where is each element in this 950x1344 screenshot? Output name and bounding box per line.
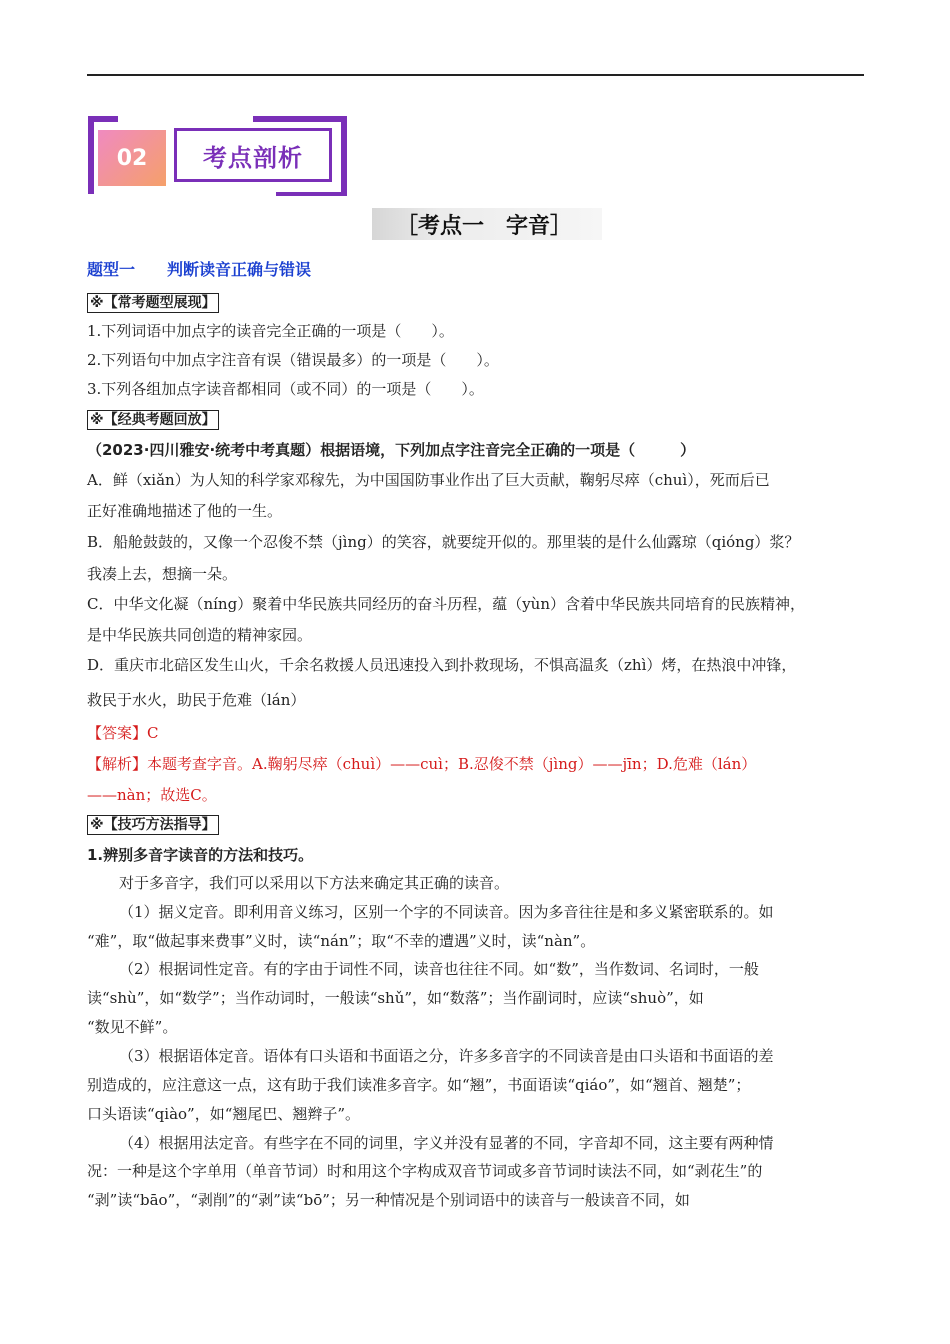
option-line: A．鲜（xiǎn）为人知的科学家邓稼先，为中国国防事业作出了巨大贡献，鞠躬尽瘁（chuì），死而后已 bbox=[87, 471, 770, 489]
option-line: 救民于水火，助民于危难（lán） bbox=[87, 691, 306, 709]
section-title: ［考点一 字音］ bbox=[372, 208, 602, 240]
skills-paragraph: 别造成的，应注意这一点，这有助于我们读准多音字。如“翘”，书面语读“qiáo”，如“翘首、翘楚”； bbox=[87, 1076, 751, 1094]
common-header: ※【常考题型展现】 bbox=[87, 293, 219, 313]
skills-header-row bbox=[87, 814, 219, 835]
banner-frame bbox=[341, 116, 347, 196]
skills-subtitle: 1.辨别多音字读音的方法和技巧。 bbox=[87, 846, 314, 864]
answer: 【答案】C bbox=[87, 724, 159, 742]
banner-frame bbox=[253, 116, 347, 122]
banner-frame bbox=[88, 116, 94, 194]
skills-paragraph: （1）据义定音。即利用音义练习，区别一个字的不同读音。因为多音往往是和多义紧密联系的。如 bbox=[119, 903, 774, 921]
skills-paragraph: （2）根据词性定音。有的字由于词性不同，读音也往往不同。如“数”，当作数词、名词时，一般 bbox=[119, 960, 759, 978]
skills-paragraph: 况：一种是这个字单用（单音节词）时和用这个字构成双音节词或多音节词时读法不同，如“剥花生”的 bbox=[87, 1162, 763, 1180]
option-line: C．中华文化凝（níng）聚着中华民族共同经历的奋斗历程，蕴（yùn）含着中华民族共同培育的民族精神， bbox=[87, 595, 805, 613]
option-line: 我凑上去，想摘一朵。 bbox=[87, 565, 238, 583]
option-line: B．船舱鼓鼓的，又像一个忍俊不禁（jìng）的笑容，就要绽开似的。那里装的是什么仙露琼（qióng）浆？ bbox=[87, 533, 800, 551]
classic-header-row bbox=[87, 409, 219, 430]
analysis-line: ——nàn；故选C。 bbox=[87, 786, 217, 804]
header-rule bbox=[87, 74, 864, 76]
analysis-line: 【解析】本题考查字音。A.鞠躬尽瘁（chuì）——cuì；B.忍俊不禁（jìng）——jīn；D.危难（lán） bbox=[87, 755, 757, 773]
option-line: D．重庆市北碚区发生山火，千余名救援人员迅速投入到扑救现场，不惧高温炙（zhì）烤，在热浪中冲锋， bbox=[87, 656, 797, 674]
common-item: 3.下列各组加点字读音都相同（或不同）的一项是（ ）。 bbox=[87, 380, 484, 398]
banner-frame bbox=[276, 192, 347, 196]
option-line: 正好准确地描述了他的一生。 bbox=[87, 502, 283, 520]
skills-paragraph: （4）根据用法定音。有些字在不同的词里，字义并没有显著的不同，字音却不同，这主要有两种情 bbox=[119, 1134, 774, 1152]
skills-paragraph: “剥”读“bāo”，“剥削”的“剥”读“bō”；另一种情况是个别词语中的读音与一般读音不同，如 bbox=[87, 1191, 690, 1209]
skills-paragraph: “难”，取“做起事来费事”义时，读“nán”；取“不幸的遭遇”义时，读“nàn”。 bbox=[87, 932, 596, 950]
skills-paragraph: 口头语读“qiào”，如“翘尾巴、翘辫子”。 bbox=[87, 1105, 361, 1123]
banner-title: 考点剖析 bbox=[174, 128, 332, 182]
common-header-row bbox=[87, 292, 219, 313]
section-banner bbox=[88, 116, 356, 198]
skills-paragraph: 读“shù”，如“数学”；当作动词时，一般读“shǔ”，如“数落”；当作副词时，应读“shuò”，如 bbox=[87, 989, 704, 1007]
option-line: 是中华民族共同创造的精神家园。 bbox=[87, 626, 313, 644]
topic-heading: 题型一 判断读音正确与错误 bbox=[87, 260, 312, 279]
skills-paragraph: （3）根据语体定音。语体有口头语和书面语之分，许多多音字的不同读音是由口头语和书面语的差 bbox=[119, 1047, 774, 1065]
skills-paragraph: 对于多音字，我们可以采用以下方法来确定其正确的读音。 bbox=[119, 874, 510, 892]
banner-frame bbox=[88, 116, 118, 122]
common-item: 2.下列语句中加点字注音有误（错误最多）的一项是（ ）。 bbox=[87, 351, 499, 369]
classic-question: （2023·四川雅安·统考中考真题）根据语境，下列加点字注音完全正确的一项是（ ） bbox=[87, 441, 696, 459]
skills-header: ※【技巧方法指导】 bbox=[87, 815, 219, 835]
skills-paragraph: “数见不鲜”。 bbox=[87, 1018, 178, 1036]
classic-header: ※【经典考题回放】 bbox=[87, 410, 219, 430]
common-item: 1.下列词语中加点字的读音完全正确的一项是（ ）。 bbox=[87, 322, 454, 340]
banner-number: 02 bbox=[98, 130, 166, 186]
